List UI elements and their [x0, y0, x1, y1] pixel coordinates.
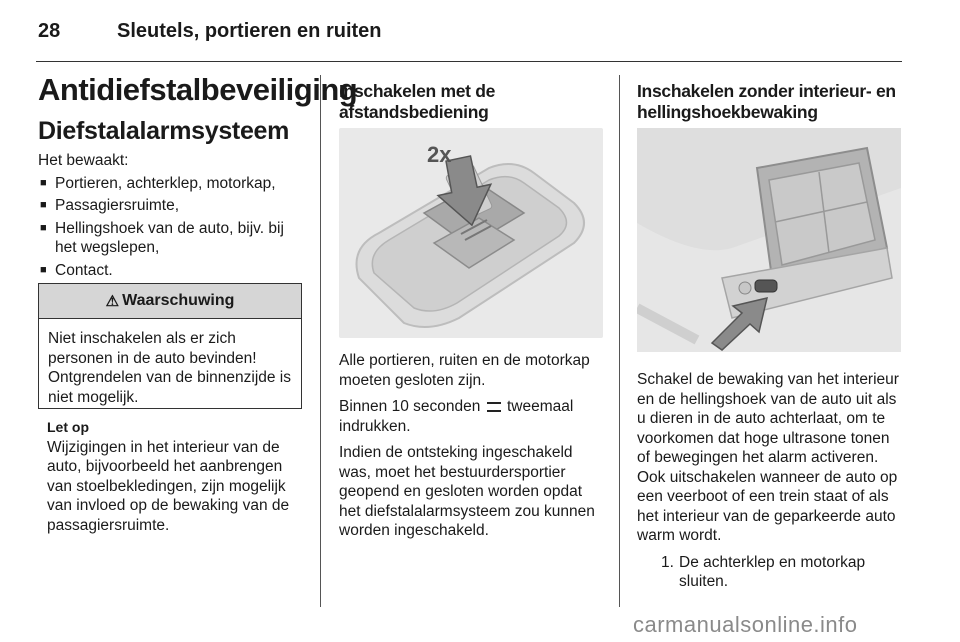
watermark: carmanualsonline.info [633, 612, 858, 637]
roof-console-drawing [637, 128, 901, 352]
deactivate-monitoring-heading: Inschakelen zonder interieur- en hellingshoekbewaking [637, 81, 896, 122]
deactivate-explanation: Schakel de bewaking van het interieur en de hellingshoek van de auto uit als u dieren in de auto achterlaat, om te voorkomen dat hoge ultrasone tonen of bewegingen het alarm activeren. Ook uitschakelen wanneer de auto op een veerboot of een trein staat of als het interieur van de geparkeerde auto warm wordt. [637, 371, 899, 544]
monitoring-list [38, 151, 306, 283]
step-number: 1. [661, 553, 674, 571]
step-item [637, 553, 903, 592]
key-fob-drawing [339, 128, 603, 338]
page-header [0, 0, 960, 60]
intro-text: Het bewaakt: [38, 152, 129, 169]
note-block [47, 418, 303, 535]
remote-activation-heading: Inschakelen met de afstandsbediening [339, 81, 496, 122]
doors-closed-text: Alle portieren, ruiten en de motorkap moeten gesloten zijn. [339, 352, 590, 389]
column-divider-1 [320, 75, 321, 607]
warning-box [38, 283, 302, 409]
bullet-item: ■ Contact. [38, 261, 306, 281]
bullet-item: ■ Hellingshoek van de auto, bijv. bij het wegslepen, [38, 219, 306, 258]
warning-header [39, 284, 301, 319]
interior-light-illustration [637, 128, 901, 352]
warning-triangle-icon: ⚠ [105, 293, 120, 310]
bullet-item: ■ Portieren, achterklep, motorkap, [38, 174, 306, 194]
warning-text: Niet inschakelen als er zich personen in de auto bevinden! Ontgrendelen van de binnenzijde is niet mogelijk. [48, 330, 292, 406]
step-text: De achterklep en motorkap sluiten. [679, 553, 866, 590]
note-title: Let op [47, 419, 89, 435]
press-count-label: 2x [427, 142, 452, 167]
column-divider-2 [619, 75, 620, 607]
bullet-list [38, 174, 306, 281]
press-twice-text [339, 397, 607, 436]
press-twice-before: Binnen 10 seconden [339, 398, 481, 415]
header-divider [36, 61, 902, 62]
bullet-item: ■ Passagiersruimte, [38, 196, 306, 216]
ignition-text: Indien de ontsteking ingeschakeld was, moet het bestuurdersportier geopend en gesloten worden opdat het diefstalalarmsysteem zou kunnen worden ingeschakeld. [339, 444, 595, 539]
section-title: Antidiefstalbeveiliging [38, 72, 358, 107]
note-text: Wijzigingen in het interieur van de auto, bijvoorbeeld het aanbrengen van stoelbekledingen, zijn mogelijk van invloed op de bewaking van de passagiersruimte. [47, 438, 290, 534]
remote-key-illustration [339, 128, 603, 338]
deactivate-text [637, 370, 903, 592]
warning-title: Waarschuwing [122, 292, 235, 309]
chapter-title: Sleutels, portieren en ruiten [117, 20, 382, 42]
page-number: 28 [38, 20, 61, 42]
lock-button-icon [487, 402, 501, 412]
subsection-title: Diefstalalarmsysteem [38, 117, 290, 145]
remote-activation-text [339, 351, 607, 548]
press-twice-after: tweemaal indrukken. [339, 398, 574, 435]
